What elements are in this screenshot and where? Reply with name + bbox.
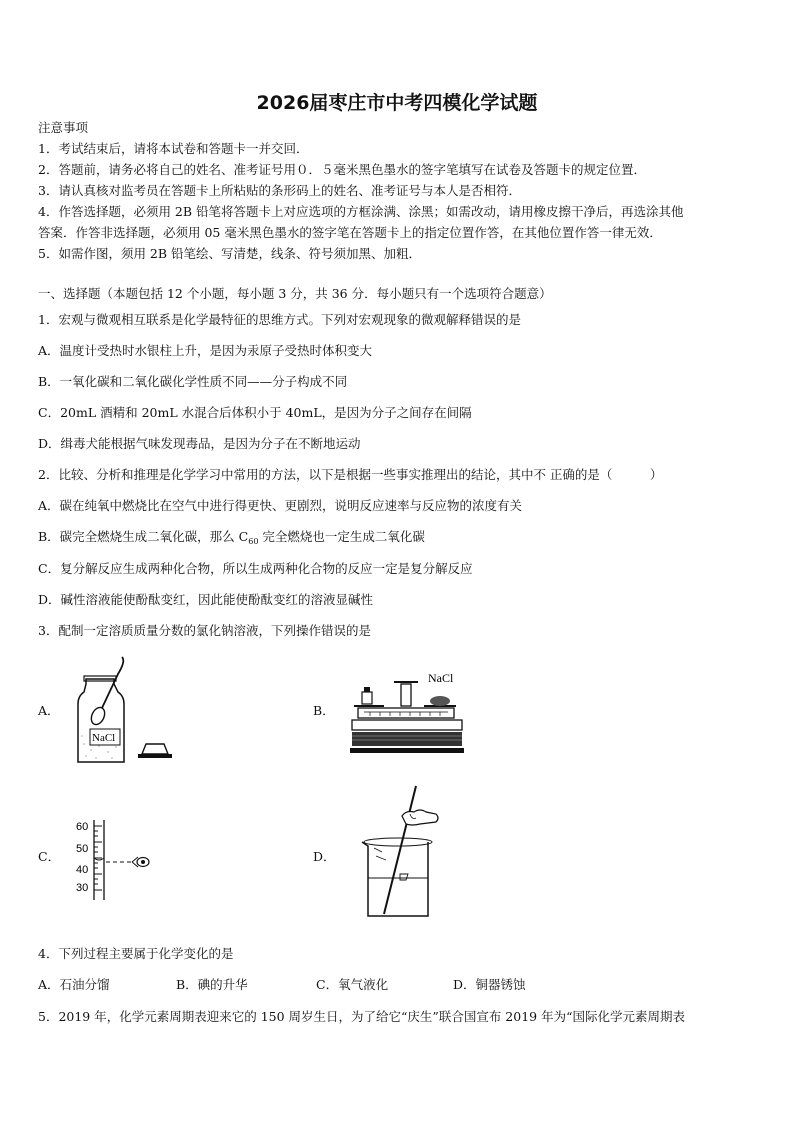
figure-b-label: NaCl (428, 671, 454, 685)
q1-option-a: A．温度计受热时水银柱上升，是因为汞原子受热时体积变大 (38, 343, 373, 358)
cylinder-tick-50: 50 (76, 843, 89, 855)
cylinder-tick-60: 60 (76, 821, 89, 833)
figure-a-reagent-bottle (66, 652, 176, 767)
q5-stem: 5．2019 年，化学元素周期表迎来它的 150 周岁生日，为了给它“庆生”联合国宣布 2019 年为“国际化学元素周期表 (38, 1009, 685, 1024)
q1-option-b: B．一氧化碳和二氧化碳化学性质不同——分子构成不同 (38, 374, 348, 389)
q3-label-a: A． (38, 703, 60, 718)
notice-item: 4．作答选择题，必须用 2B 铅笔将答题卡上对应选项的方框涂满、涂黑；如需改动，请用橡皮擦干净后，再选涂其他 (38, 204, 684, 219)
q3-stem: 3．配制一定溶质质量分数的氯化钠溶液，下列操作错误的是 (38, 623, 371, 638)
figure-d-beaker-stirring (356, 782, 446, 924)
notice-item: 答案．作答非选择题，必须用 05 毫米黑色墨水的签字笔在答题卡上的指定位置作答，在其他位置作答一律无效． (38, 225, 662, 240)
q4-stem: 4．下列过程主要属于化学变化的是 (38, 946, 234, 961)
section-heading: 一、选择题（本题包括 12 个小题，每小题 3 分，共 36 分．每小题只有一个选项符合题意） (38, 286, 552, 301)
q4-option-c: C．氧气液化 (316, 977, 389, 992)
notice-item: 3．请认真核对监考员在答题卡上所粘贴的条形码上的姓名、准考证号与本人是否相符． (38, 183, 521, 198)
notice-item: 2．答题前，请务必将自己的姓名、准考证号用０．５毫米黑色墨水的签字笔填写在试卷及答题卡的规定位置． (38, 162, 646, 177)
figure-c-measuring-cylinder (70, 816, 160, 902)
notice-item: 5．如需作图，须用 2B 铅笔绘、写清楚，线条、符号须加黑、加粗． (38, 246, 422, 261)
q3-label-d: D． (313, 849, 336, 864)
figure-a-label: NaCl (92, 732, 116, 744)
page-title: 2026届枣庄市中考四模化学试题 (256, 92, 538, 114)
q4-option-a: A．石油分馏 (38, 977, 110, 992)
q2-option-d: D．碱性溶液能使酚酞变红，因此能使酚酞变红的溶液显碱性 (38, 592, 374, 607)
cylinder-tick-30: 30 (76, 882, 89, 894)
q3-label-b: B． (313, 703, 335, 718)
q2-option-a: A．碳在纯氧中燃烧比在空气中进行得更快、更剧烈，说明反应速率与反应物的浓度有关 (38, 498, 523, 513)
q4-option-d: D．铜器锈蚀 (453, 977, 526, 992)
notice-item: 1．考试结束后，请将本试卷和答题卡一并交回． (38, 141, 309, 156)
q3-label-c: C． (38, 849, 61, 864)
q1-option-d: D．缉毒犬能根据气味发现毒品，是因为分子在不断地运动 (38, 436, 361, 451)
q1-stem: 1．宏观与微观相互联系是化学最特征的思维方式。下列对宏观现象的微观解释错误的是 (38, 312, 521, 327)
q2-option-b: B．碳完全燃烧生成二氧化碳，那么 $C_{60}$ 完全燃烧也一定生成二氧化碳 (38, 529, 425, 546)
q2-option-c: C．复分解反应生成两种化合物，所以生成两种化合物的反应一定是复分解反应 (38, 561, 473, 576)
cylinder-tick-40: 40 (76, 864, 89, 876)
figure-b-balance (350, 668, 470, 768)
q2-stem: 2．比较、分析和推理是化学学习中常用的方法，以下是根据一些事实推理出的结论，其中不 正确的是（ ） (38, 467, 663, 482)
q4-option-b: B．碘的升华 (176, 977, 248, 992)
notice-heading: 注意事项 (38, 120, 89, 135)
q1-option-c: C．20mL 酒精和 20mL 水混合后体积小于 40mL，是因为分子之间存在间隔 (38, 405, 472, 420)
